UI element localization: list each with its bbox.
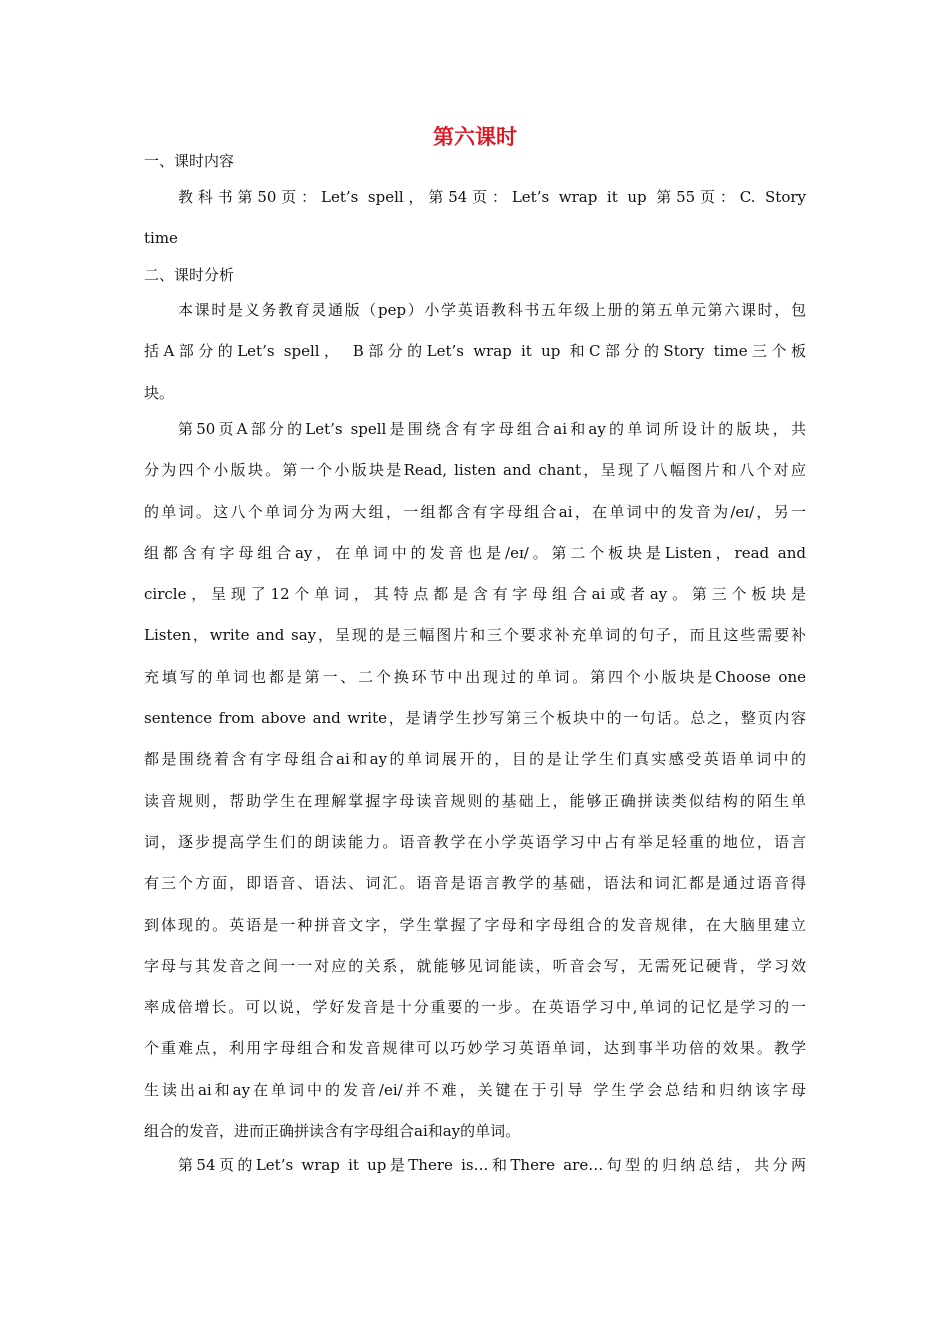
paragraph-analysis-1 [144, 290, 806, 414]
text-line: 充填写的单词也都是第一、二个换环节中出现过的单词。第四个小版块是Choose one [144, 667, 806, 686]
text-line: 括A部分的Let’s spell， B部分的Let’s wrap it up 和C部分的Story time三个板 [144, 342, 806, 361]
text-line: 本课时是义务教育灵通版（pep）小学英语教科书五年级上册的第五单元第六课时，包 [178, 301, 806, 319]
paragraph-analysis-3 [144, 1145, 806, 1186]
text-line: 教科书第50页：Let’s spell，第54页：Let’s wrap it up 第55页：C. Story [178, 188, 806, 206]
section-heading-lesson-analysis: 二、课时分析 [144, 266, 235, 284]
text-line: 的单词。这八个单词分为两大组，一组都含有字母组合ai，在单词中的发音为/eɪ/，另一 [144, 502, 806, 521]
page-title: 第六课时 [433, 124, 517, 149]
text-line: Listen，write and say，呈现的是三幅图片和三个要求补充单词的句子，而且这些需要补 [144, 626, 806, 645]
text-line: 有三个方面，即语音、语法、词汇。语音是语言教学的基础，语法和词汇都是通过语音得 [144, 874, 806, 893]
paragraph-lesson-content [144, 177, 806, 260]
section-heading-lesson-content: 一、课时内容 [144, 152, 235, 170]
text-line: 块。 [144, 383, 175, 402]
paragraph-analysis-2 [144, 409, 806, 1152]
text-line: 词，逐步提高学生们的朗读能力。语音教学在小学英语学习中占有举足轻重的地位，语言 [144, 832, 806, 851]
text-line: 组都含有字母组合ay，在单词中的发音也是/eɪ/。第二个板块是Listen，read and [144, 543, 806, 562]
text-line: time [144, 229, 178, 248]
text-line: 都是围绕着含有字母组合ai和ay的单词展开的，目的是让学生们真实感受英语单词中的 [144, 750, 806, 769]
text-line: 个重难点，利用字母组合和发音规律可以巧妙学习英语单词，达到事半功倍的效果。教学 [144, 1039, 806, 1058]
text-line: circle，呈现了12个单词，其特点都是含有字母组合ai或者ay。第三个板块是 [144, 585, 806, 604]
text-line: 分为四个小版块。第一个小版块是Read, listen and chant，呈现了八幅图片和八个对应 [144, 461, 806, 480]
text-line: 生读出ai和ay在单词中的发音/ei/并不难，关键在于引导 学生学会总结和归纳该字母 [144, 1080, 806, 1099]
text-line: 组合的发音，进而正确拼读含有字母组合ai和ay的单词。 [144, 1122, 521, 1141]
text-line: 到体现的。英语是一种拼音文字，学生掌握了字母和字母组合的发音规律，在大脑里建立 [144, 915, 806, 934]
text-line: 第50页A部分的Let’s spell是围绕含有字母组合ai和ay的单词所设计的版块，共 [178, 420, 806, 438]
text-line: 读音规则，帮助学生在理解掌握字母读音规则的基础上，能够正确拼读类似结构的陌生单 [144, 791, 806, 810]
text-line: 率成倍增长。可以说，学好发音是十分重要的一步。在英语学习中,单词的记忆是学习的一 [144, 998, 806, 1017]
text-line: sentence from above and write，是请学生抄写第三个板块中的一句话。总之，整页内容 [144, 709, 806, 728]
text-line: 第54页的Let’s wrap it up是There is…和There are…句型的归纳总结，共分两 [178, 1156, 806, 1174]
text-line: 字母与其发音之间一一对应的关系，就能够见词能读，听音会写，无需死记硬背，学习效 [144, 956, 806, 975]
